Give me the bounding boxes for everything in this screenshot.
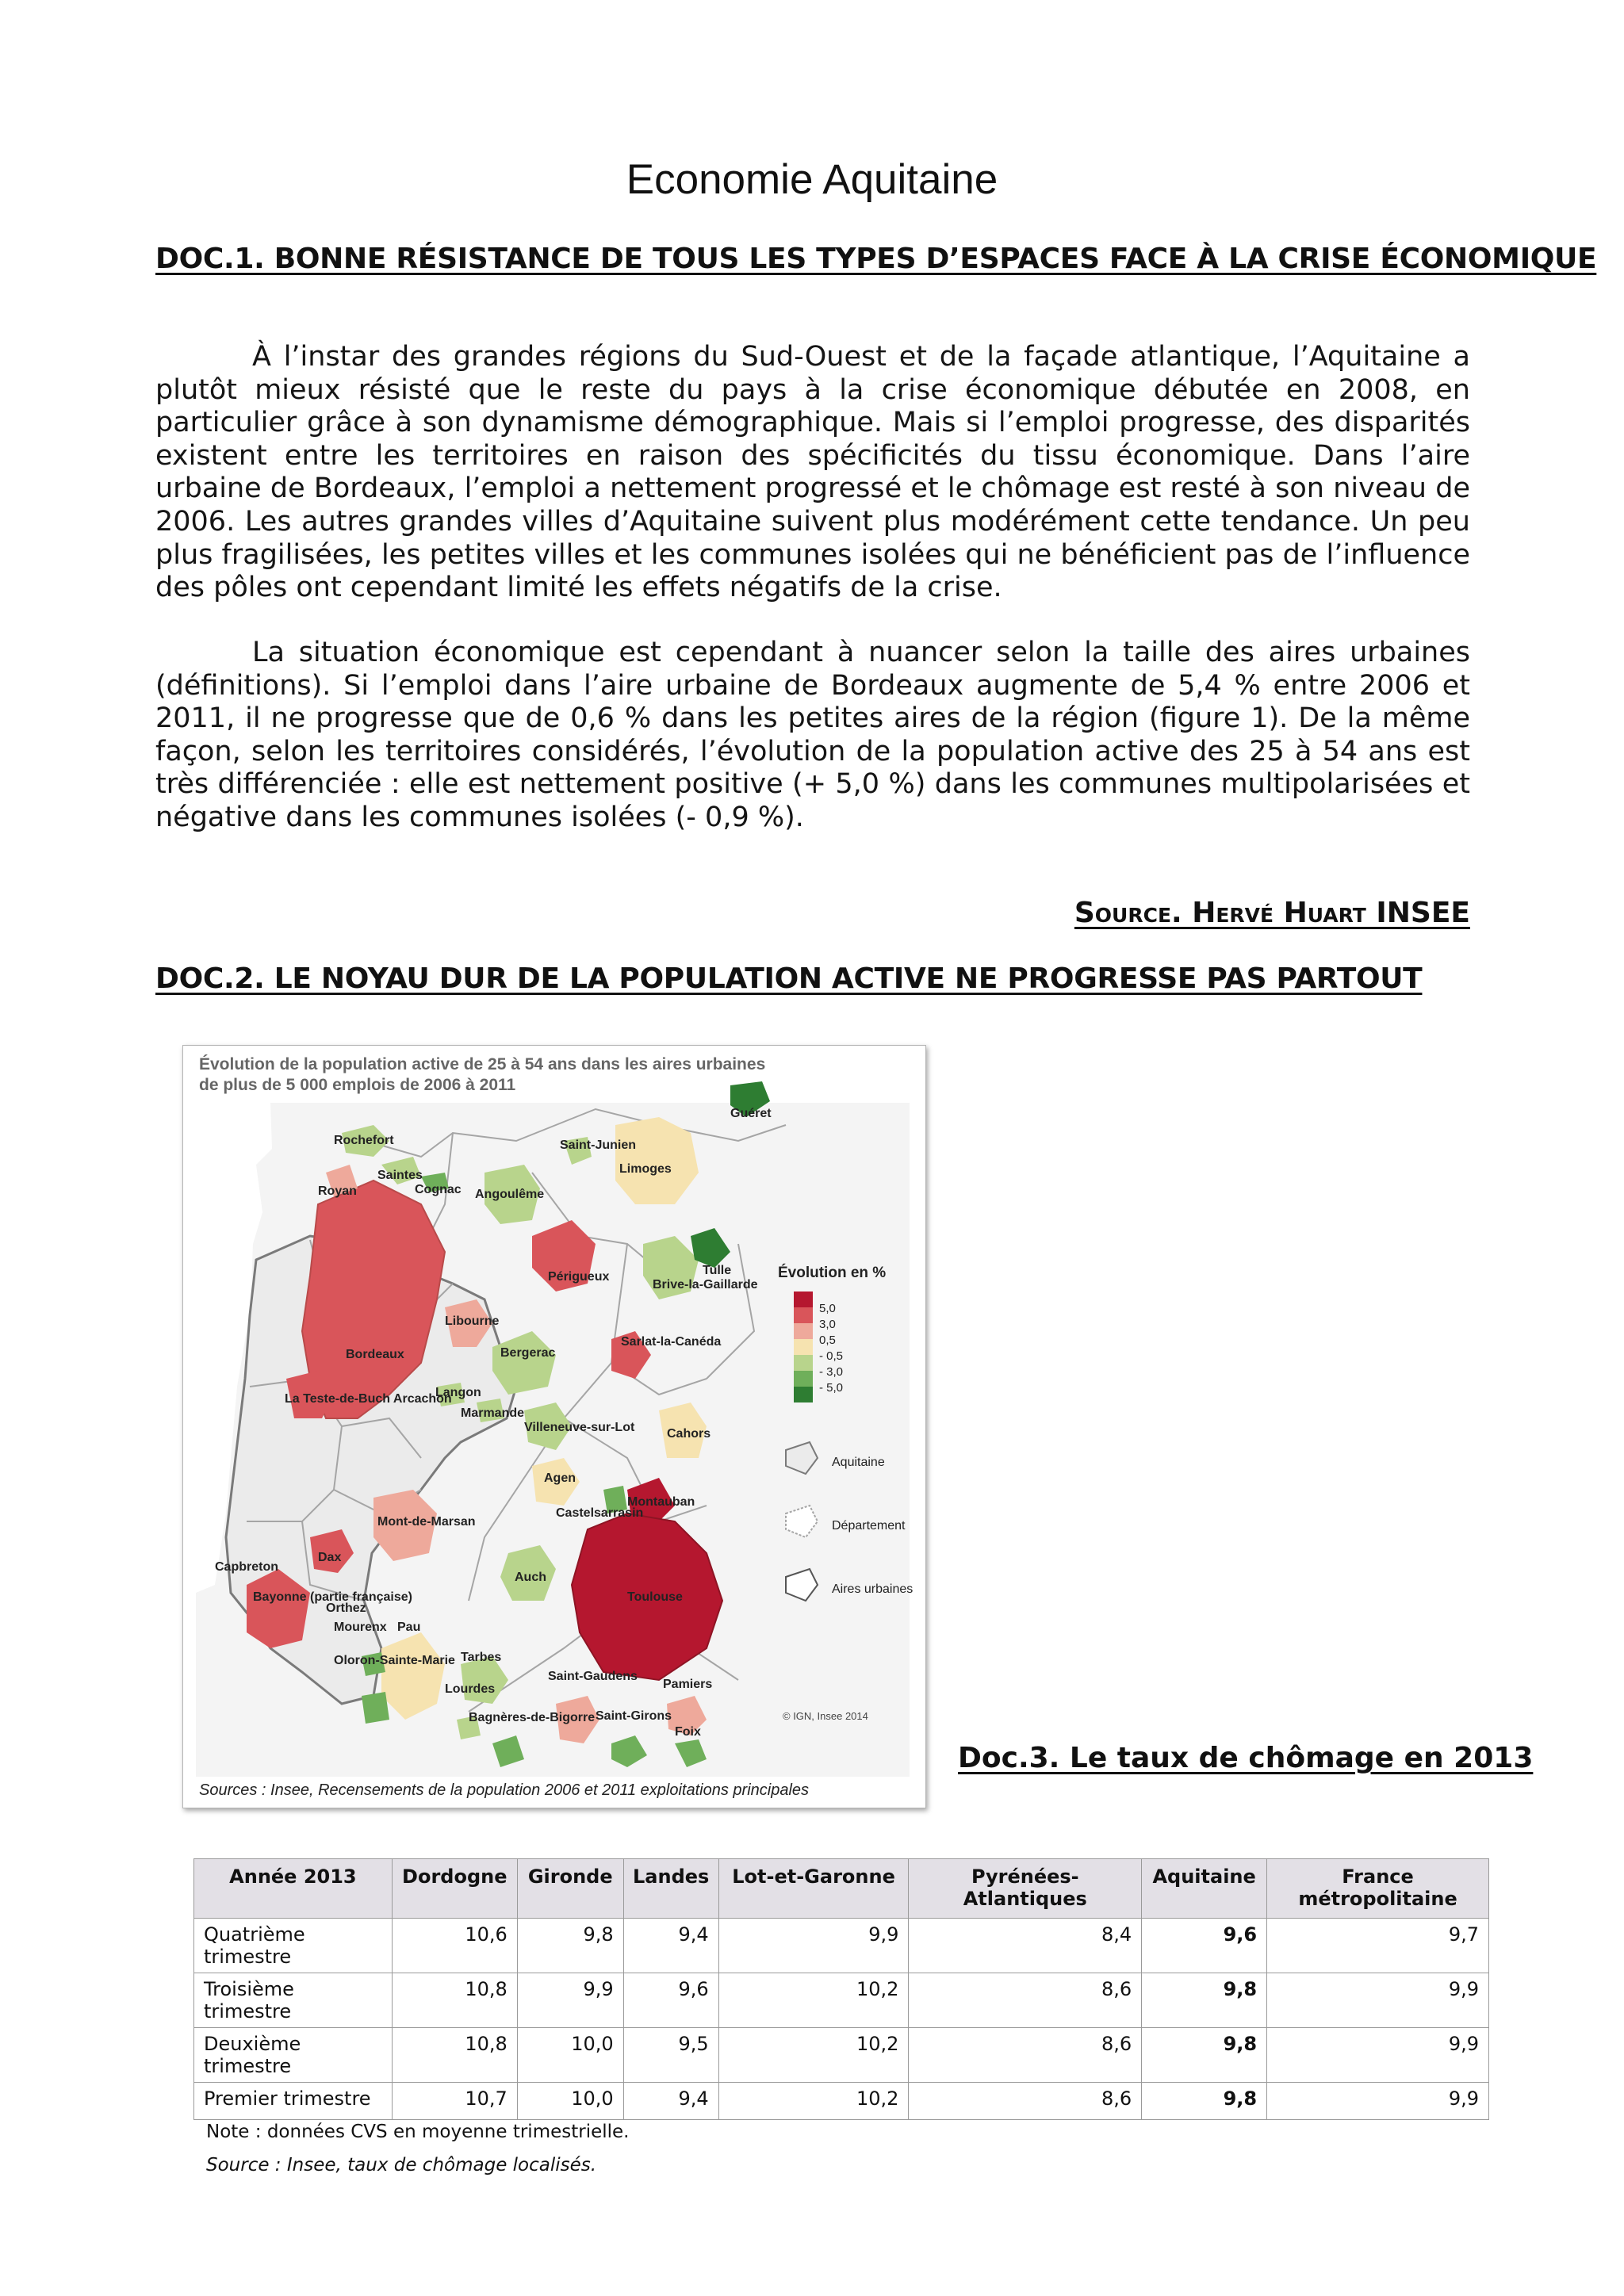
legend-swatch xyxy=(794,1323,813,1339)
city-label: Lourdes xyxy=(445,1682,496,1696)
table-cell: 9,8 xyxy=(517,1919,623,1973)
city-label: Foix xyxy=(675,1725,701,1739)
area-oloron xyxy=(362,1692,389,1724)
map-sources: Sources : Insee, Recensements de la population 2006 et 2011 exploitations principales xyxy=(199,1781,810,1799)
city-label: Périgueux xyxy=(548,1270,610,1284)
city-label: Toulouse xyxy=(627,1590,683,1604)
doc1-source: Source. Hervé Huart INSEE xyxy=(1074,897,1470,929)
table-header-row xyxy=(194,1859,1489,1919)
legend-value: - 0,5 xyxy=(819,1349,844,1363)
column-header: Année 2013 xyxy=(194,1859,393,1919)
table-cell: 9,4 xyxy=(623,2083,718,2120)
column-header: Aquitaine xyxy=(1142,1859,1267,1919)
city-label: Libourne xyxy=(445,1314,500,1328)
legend-aquitaine-label: Aquitaine xyxy=(832,1456,885,1469)
city-label: Bayonne (partie française) xyxy=(253,1590,412,1604)
column-header: Landes xyxy=(623,1859,718,1919)
legend-department-label: Département xyxy=(832,1519,906,1533)
column-header: Pyrénées-Atlantiques xyxy=(909,1859,1142,1919)
table-row xyxy=(194,2083,1489,2120)
table-cell: 10,6 xyxy=(392,1919,517,1973)
city-label: Sarlat-la-Canéda xyxy=(621,1335,722,1349)
table-cell: 8,4 xyxy=(909,1919,1142,1973)
legend-swatch xyxy=(794,1339,813,1355)
legend-title: Évolution en % xyxy=(778,1265,887,1281)
city-label: Guéret xyxy=(730,1107,772,1120)
table-cell: 10,0 xyxy=(517,2083,623,2120)
legend-swatch xyxy=(794,1307,813,1323)
table-cell: 10,8 xyxy=(392,2028,517,2083)
table-cell: 10,2 xyxy=(718,2083,909,2120)
city-label: Tulle xyxy=(703,1264,732,1277)
city-label: Castelsarrasin xyxy=(556,1506,644,1520)
legend-value: - 3,0 xyxy=(819,1365,844,1379)
row-label: Deuxième trimestre xyxy=(194,2028,393,2083)
table-row xyxy=(194,2028,1489,2083)
legend-swatch xyxy=(794,1292,813,1307)
city-label: Saintes xyxy=(377,1169,423,1182)
table-cell: 10,7 xyxy=(392,2083,517,2120)
city-label: Pau xyxy=(397,1621,421,1634)
table-cell: 8,6 xyxy=(909,2083,1142,2120)
column-header: Lot-et-Garonne xyxy=(718,1859,909,1919)
table-cell: 10,2 xyxy=(718,2028,909,2083)
table-cell-aquitaine: 9,8 xyxy=(1142,2083,1267,2120)
city-label: Rochefort xyxy=(334,1134,394,1147)
legend-swatches xyxy=(794,1292,813,1402)
doc1-heading: DOC.1. BONNE RÉSISTANCE DE TOUS LES TYPES D’ESPACES FACE À LA CRISE ÉCONOMIQUE xyxy=(155,243,1597,275)
column-header: Dordogne xyxy=(392,1859,517,1919)
city-label: Capbreton xyxy=(215,1560,278,1574)
legend-swatch xyxy=(794,1355,813,1371)
city-label: Agen xyxy=(544,1471,576,1485)
city-label: Bordeaux xyxy=(346,1348,404,1361)
table-cell: 10,8 xyxy=(392,1973,517,2028)
table-note: Note : données CVS en moyenne trimestrielle. xyxy=(206,2122,630,2142)
map-title-line2: de plus de 5 000 emplois de 2006 à 2011 xyxy=(199,1076,516,1094)
column-header: France métropolitaine xyxy=(1267,1859,1489,1919)
doc2-heading: DOC.2. LE NOYAU DUR DE LA POPULATION ACTIVE NE PROGRESSE PAS PARTOUT xyxy=(155,962,1423,995)
legend-swatch xyxy=(794,1387,813,1402)
city-label: Cahors xyxy=(667,1427,711,1441)
city-label: Angoulême xyxy=(475,1188,545,1201)
city-label: Dax xyxy=(318,1551,342,1564)
table-cell-aquitaine: 9,6 xyxy=(1142,1919,1267,1973)
city-label: Saint-Junien xyxy=(560,1138,637,1152)
city-label: Bagnères-de-Bigorre xyxy=(469,1711,596,1724)
table-cell: 9,9 xyxy=(517,1973,623,2028)
legend-value: - 5,0 xyxy=(819,1381,844,1395)
city-label: Saint-Gaudens xyxy=(548,1670,638,1683)
city-label: Marmande xyxy=(461,1406,525,1420)
city-label: Montauban xyxy=(627,1495,695,1509)
legend-value: 0,5 xyxy=(819,1334,836,1347)
table-cell-aquitaine: 9,8 xyxy=(1142,2028,1267,2083)
unemployment-table xyxy=(193,1858,1489,2120)
city-label: Oloron-Sainte-Marie xyxy=(334,1654,455,1667)
city-label: La Teste-de-Buch Arcachon xyxy=(285,1392,452,1406)
table-cell: 8,6 xyxy=(909,2028,1142,2083)
city-label: Villeneuve-sur-Lot xyxy=(524,1421,635,1434)
table-row xyxy=(194,1973,1489,2028)
table-cell: 9,9 xyxy=(718,1919,909,1973)
doc3-caption: Doc.3. Le taux de chômage en 2013 xyxy=(958,1742,1534,1774)
row-label: Premier trimestre xyxy=(194,2083,393,2120)
legend-value: 5,0 xyxy=(819,1302,836,1315)
city-label: Limoges xyxy=(619,1162,672,1176)
city-label: Langon xyxy=(435,1386,481,1399)
city-label: Tarbes xyxy=(461,1651,502,1664)
population-evolution-map xyxy=(182,1045,926,1808)
map-svg xyxy=(183,1046,925,1808)
table-cell: 10,2 xyxy=(718,1973,909,2028)
column-header: Gironde xyxy=(517,1859,623,1919)
city-label: Royan xyxy=(318,1184,357,1198)
legend-swatch xyxy=(794,1371,813,1387)
city-label: Orthez xyxy=(326,1601,366,1615)
table-cell: 9,5 xyxy=(623,2028,718,2083)
table-cell: 9,6 xyxy=(623,1973,718,2028)
city-label: Auch xyxy=(515,1571,546,1584)
doc1-paragraph-2: La situation économique est cependant à nuancer selon la taille des aires urbaines (définitions). Si l’emploi dans l’aire urbaine de Bordeaux augmente de 5,4 % entre 2006 et 2011, il ne progresse que de 0,6 % dans les petites aires de la région (figure 1). De la même façon, selon les territoires considérés, l’évolution de la population active des 25 à 54 ans est très différenciée : elle est nettement positive (+ 5,0 %) dans les communes multipolarisées et négative dans les communes isolées (- 0,9 %). xyxy=(155,637,1470,833)
city-label: Bergerac xyxy=(500,1346,556,1360)
table-cell: 9,4 xyxy=(623,1919,718,1973)
row-label: Quatrième trimestre xyxy=(194,1919,393,1973)
city-label: Saint-Girons xyxy=(596,1709,672,1723)
table-cell: 9,9 xyxy=(1267,1973,1489,2028)
map-copyright: © IGN, Insee 2014 xyxy=(783,1710,868,1722)
city-label: Mourenx xyxy=(334,1621,387,1634)
city-label: Brive-la-Gaillarde xyxy=(653,1278,758,1292)
table-row xyxy=(194,1919,1489,1973)
page-title: Economie Aquitaine xyxy=(626,156,998,203)
table-cell: 10,0 xyxy=(517,2028,623,2083)
table-cell: 9,7 xyxy=(1267,1919,1489,1973)
city-label: Mont-de-Marsan xyxy=(377,1515,476,1529)
row-label: Troisième trimestre xyxy=(194,1973,393,2028)
table-cell-aquitaine: 9,8 xyxy=(1142,1973,1267,2028)
legend-value: 3,0 xyxy=(819,1318,836,1331)
map-title-line1: Évolution de la population active de 25 à 54 ans dans les aires urbaines xyxy=(199,1055,766,1073)
table-cell: 9,9 xyxy=(1267,2083,1489,2120)
doc1-paragraph-1: À l’instar des grandes régions du Sud-Ouest et de la façade atlantique, l’Aquitaine a plutôt mieux résisté que le reste du pays à la crise économique débutée en 2008, en particulier grâce à son dynamisme démographique. Mais si l’emploi progresse, des disparités existent entre les territoires en raison des spécificités du tissu économique. Dans l’aire urbaine de Bordeaux, l’emploi a nettement progressé et le chômage est resté à son niveau de 2006. Les autres grandes villes d’Aquitaine suivent plus modérément cette tendance. Un peu plus fragilisées, les petites villes et les communes isolées qui ne bénéficient pas de l’influence des pôles ont cependant limité les effets négatifs de la crise. xyxy=(155,341,1470,604)
table-cell: 9,9 xyxy=(1267,2028,1489,2083)
table-cell: 8,6 xyxy=(909,1973,1142,2028)
table-source: Source : Insee, taux de chômage localisés. xyxy=(206,2155,597,2175)
legend-urban-area-label: Aires urbaines xyxy=(832,1582,914,1596)
city-label: Cognac xyxy=(415,1183,462,1196)
city-label: Pamiers xyxy=(663,1678,713,1691)
